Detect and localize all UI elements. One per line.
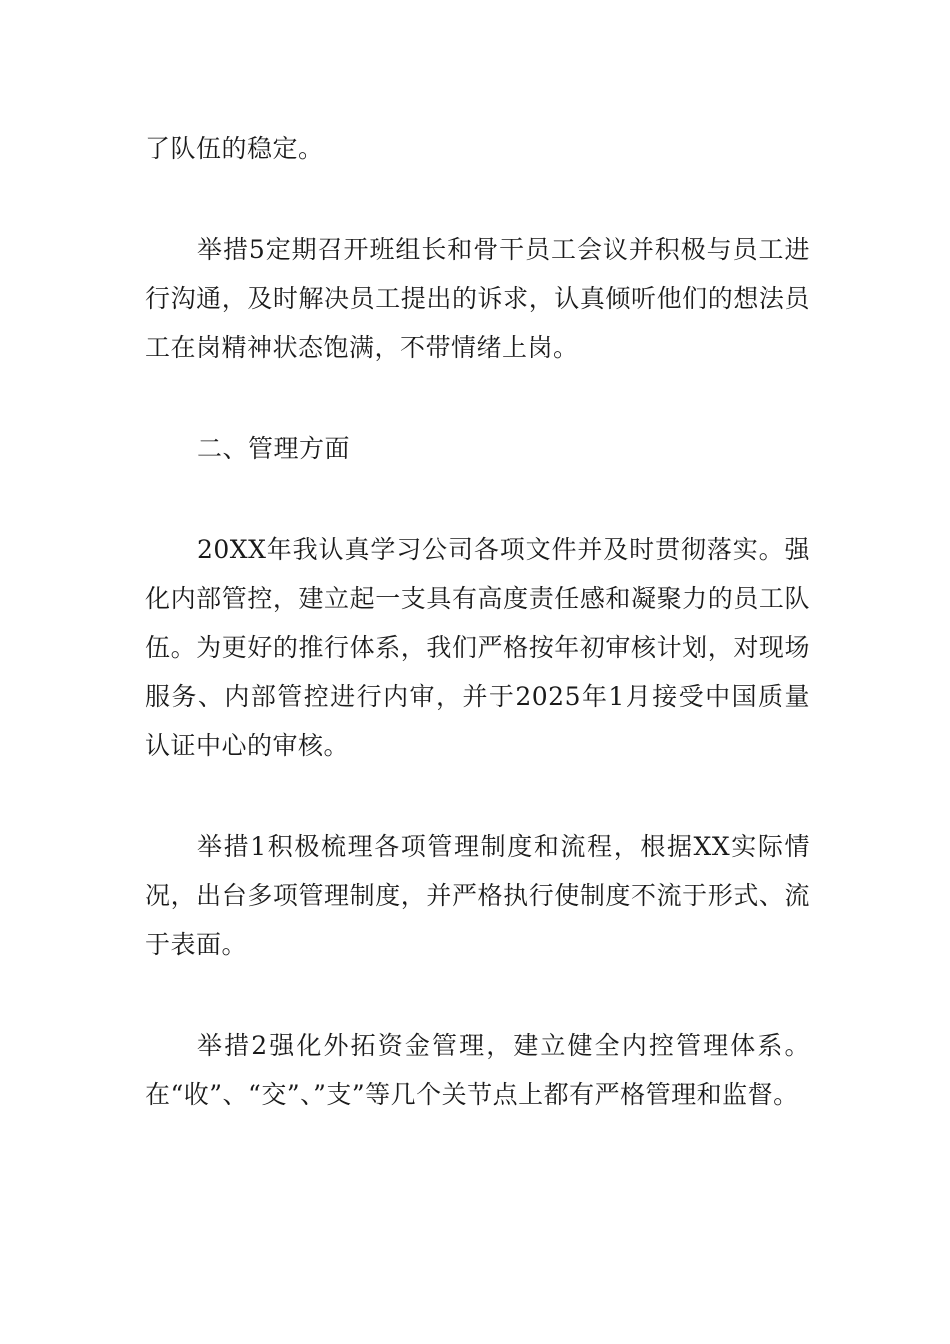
paragraph-measure-1: 举措1积极梳理各项管理制度和流程，根据XX实际情况，出台多项管理制度，并严格执行使制度不流于形式、流于表面。 (145, 832, 810, 959)
section-heading-management: 二、管理方面 (197, 434, 351, 463)
paragraph-measure-5: 举措5定期召开班组长和骨干员工会议并积极与员工进行沟通，及时解决员工提出的诉求，认真倾听他们的想法员工在岗精神状态饱满，不带情绪上岗。 (145, 235, 810, 362)
document-body (145, 124, 810, 1171)
paragraph-continuation: 了队伍的稳定。 (145, 134, 324, 163)
paragraph-management-summary: 20XX年我认真学习公司各项文件并及时贯彻落实。强化内部管控，建立起一支具有高度责任感和凝聚力的员工队伍。为更好的推行体系，我们严格按年初审核计划，对现场服务、内部管控进行内审，并于2025年1月接受中国质量认证中心的审核。 (145, 535, 810, 760)
paragraph-measure-2: 举措2强化外拓资金管理，建立健全内控管理体系。在“收”、“交”、”支”等几个关节点上都有严格管理和监督。 (145, 1031, 810, 1109)
